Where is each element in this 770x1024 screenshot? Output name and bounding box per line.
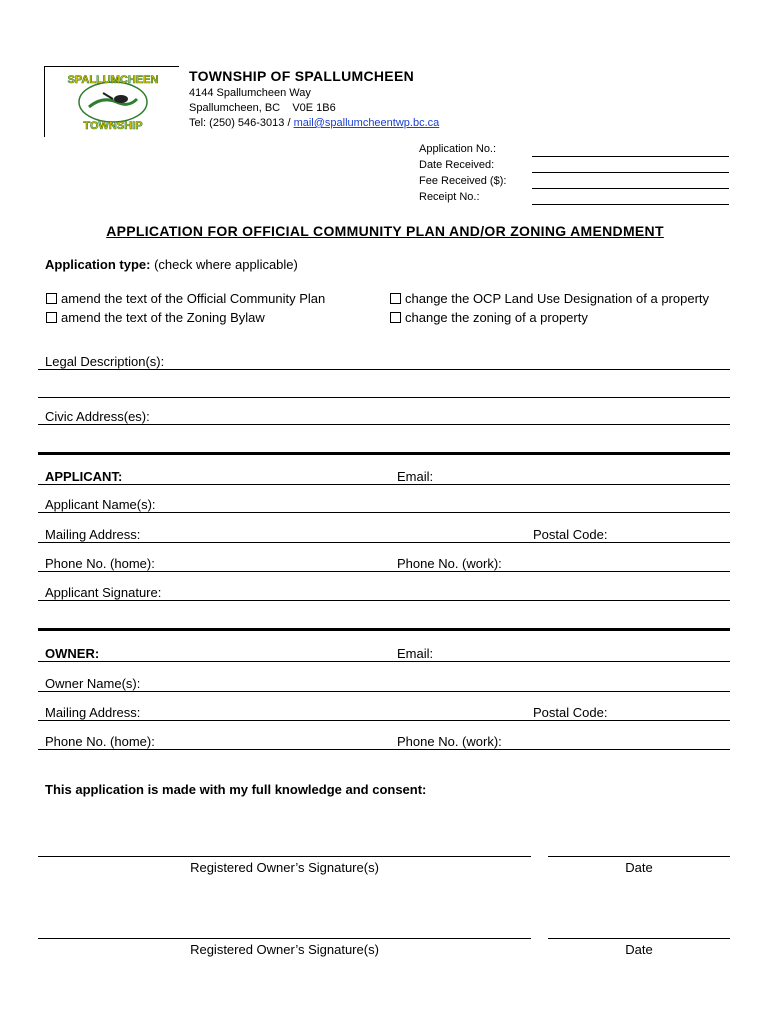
- consent-statement: This application is made with my full knowledge and consent:: [45, 782, 427, 797]
- email-link[interactable]: mail@spallumcheentwp.bc.ca: [293, 117, 440, 129]
- owner-phone-line[interactable]: [38, 749, 730, 750]
- applicant-mailing-line[interactable]: [38, 542, 730, 543]
- applicant-email-line[interactable]: [38, 484, 730, 485]
- date-label-2: Date: [625, 942, 653, 957]
- tel-text: Tel: (250) 546-3013 /: [189, 117, 294, 129]
- applicant-email-label: Email:: [397, 469, 434, 484]
- applicant-phone-work-label: Phone No. (work):: [397, 556, 502, 571]
- logo-top-text: SPALLUMCHEEN: [67, 74, 159, 86]
- date-line-2[interactable]: [548, 938, 730, 939]
- owner-email-label: Email:: [397, 646, 434, 661]
- application-type-hint: (check where applicable): [150, 257, 298, 272]
- option-amend-zoning[interactable]: [46, 310, 265, 325]
- legal-description-line-1[interactable]: [38, 369, 730, 370]
- application-no-line[interactable]: [532, 156, 729, 157]
- option-label: amend the text of the Zoning Bylaw: [61, 310, 265, 325]
- checkbox[interactable]: [390, 312, 401, 323]
- application-type-label: Application type:: [45, 257, 151, 272]
- applicant-signature-label: Applicant Signature:: [45, 585, 162, 600]
- date-received-line[interactable]: [532, 172, 729, 173]
- option-label: amend the text of the Official Community Plan: [61, 291, 326, 306]
- applicant-names-label: Applicant Name(s):: [45, 497, 156, 512]
- owner-names-label: Owner Name(s):: [45, 676, 141, 691]
- owner-mailing-line[interactable]: [38, 720, 730, 721]
- owner-phone-home-label: Phone No. (home):: [45, 734, 155, 749]
- civic-address-label: Civic Address(es):: [45, 409, 150, 424]
- date-received-label: Date Received:: [419, 159, 495, 171]
- contact-line: [189, 117, 439, 129]
- logo-bottom-text: TOWNSHIP: [83, 120, 143, 132]
- fee-received-line[interactable]: [532, 188, 729, 189]
- owner-heading: OWNER:: [45, 646, 100, 661]
- civic-address-line[interactable]: [38, 424, 730, 425]
- application-type: [45, 257, 298, 272]
- township-logo: [63, 69, 163, 135]
- form-title: APPLICATION FOR OFFICIAL COMMUNITY PLAN AND/OR ZONING AMENDMENT: [106, 223, 664, 239]
- checkbox[interactable]: [46, 293, 57, 304]
- legal-description-label: Legal Description(s):: [45, 354, 165, 369]
- checkbox[interactable]: [46, 312, 57, 323]
- owner-signature-label-2: Registered Owner’s Signature(s): [190, 942, 379, 957]
- applicant-phone-home-label: Phone No. (home):: [45, 556, 155, 571]
- option-label: change the OCP Land Use Designation of a property: [405, 291, 710, 306]
- owner-email-line[interactable]: [38, 661, 730, 662]
- owner-mailing-label: Mailing Address:: [45, 705, 141, 720]
- option-label: change the zoning of a property: [405, 310, 588, 325]
- owner-signature-line-2[interactable]: [38, 938, 531, 939]
- applicant-postal-label: Postal Code:: [533, 527, 608, 542]
- owner-phone-work-label: Phone No. (work):: [397, 734, 502, 749]
- applicant-phone-line[interactable]: [38, 571, 730, 572]
- applicant-heading: APPLICANT:: [45, 469, 123, 484]
- owner-divider: [38, 628, 730, 631]
- owner-signature-label-1: Registered Owner’s Signature(s): [190, 860, 379, 875]
- applicant-names-line[interactable]: [38, 512, 730, 513]
- owner-names-line[interactable]: [38, 691, 730, 692]
- township-title: TOWNSHIP OF SPALLUMCHEEN: [189, 68, 414, 84]
- address-line-1: 4144 Spallumcheen Way: [189, 87, 311, 99]
- receipt-no-label: Receipt No.:: [419, 191, 480, 203]
- fee-received-label: Fee Received ($):: [419, 175, 507, 187]
- date-label-1: Date: [625, 860, 653, 875]
- applicant-mailing-label: Mailing Address:: [45, 527, 141, 542]
- owner-signature-line-1[interactable]: [38, 856, 531, 857]
- option-change-zoning[interactable]: [390, 310, 588, 325]
- logo-frame: [44, 66, 179, 137]
- date-line-1[interactable]: [548, 856, 730, 857]
- checkbox[interactable]: [390, 293, 401, 304]
- address-line-2: Spallumcheen, BC V0E 1B6: [189, 102, 336, 114]
- legal-description-line-2[interactable]: [38, 397, 730, 398]
- option-change-ocp[interactable]: [390, 291, 709, 306]
- applicant-signature-line[interactable]: [38, 600, 730, 601]
- owner-postal-label: Postal Code:: [533, 705, 608, 720]
- applicant-divider: [38, 452, 730, 455]
- receipt-no-line[interactable]: [532, 204, 729, 205]
- option-amend-ocp[interactable]: [46, 291, 325, 306]
- application-no-label: Application No.:: [419, 143, 497, 155]
